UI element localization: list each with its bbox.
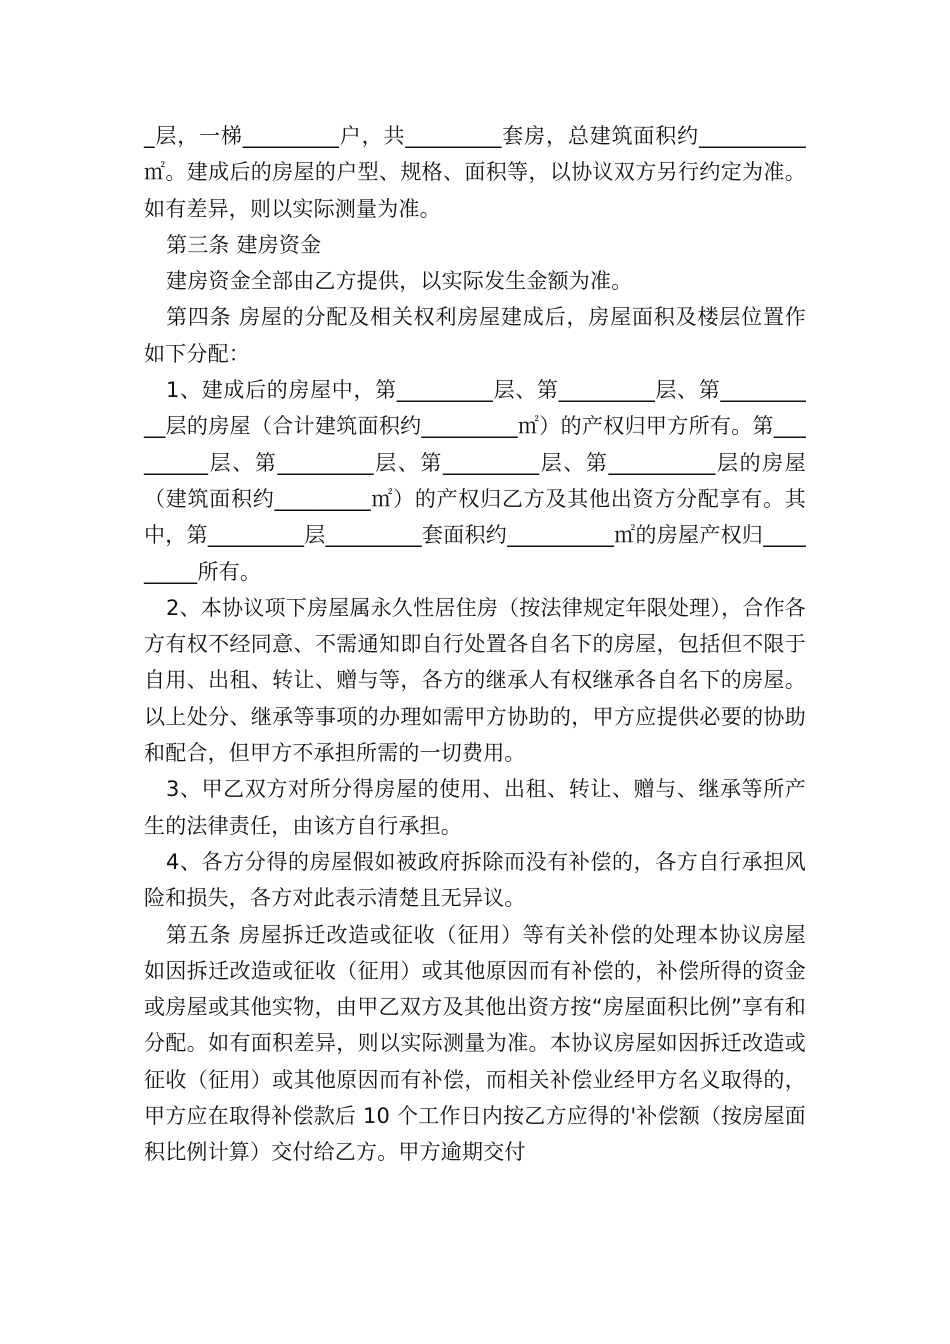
article-4-heading: 第四条 房屋的分配及相关权利房屋建成后，房屋面积及楼层位置作如下分配：: [144, 305, 806, 366]
paragraph-construction-funds: 建房资金全部由乙方提供，以实际发生金额为准。: [166, 269, 633, 294]
document-body: [144, 118, 806, 1171]
clause-4-1: 1、建成后的房屋中，第_________层、第_________层、第__________层的房屋（合计建筑面积约_________㎡）的产权归甲方所有。第_________层、第_________层、第_________层、第__________层的房屋（建筑面积约_________㎡）的产权归乙方及其他出资方分配享有。其中，第_________层_________套面积约__________㎡的房屋产权归_________所有。: [144, 378, 806, 584]
paragraph-unit-layout: _层，一梯_________户，共_________套房，总建筑面积约__________㎡。建成后的房屋的户型、规格、面积等，以协议双方另行约定为准。如有差异，则以实际测量为准。: [144, 124, 806, 221]
article-3-heading: 第三条 建房资金: [166, 232, 322, 257]
clause-4-2: 2、本协议项下房屋属永久性居住房（按法律规定年限处理），合作各方有权不经同意、不需通知即自行处置各自名下的房屋，包括但不限于自用、出租、转让、赠与等，各方的继承人有权继承各自名下的房屋。以上处分、继承等事项的办理如需甲方协助的，甲方应提供必要的协助和配合，但甲方不承担所需的一切费用。: [144, 595, 806, 766]
clause-4-4: 4、各方分得的房屋假如被政府拆除而没有补偿的，各方自行承担风险和损失，各方对此表示清楚且无异议。: [144, 849, 806, 911]
article-5-paragraph: 第五条 房屋拆迁改造或征收（征用）等有关补偿的处理本协议房屋如因拆迁改造或征收（征用）或其他原因而有补偿的，补偿所得的资金或房屋或其他实物，由甲乙双方及其他出资方按“房屋面积比例”享有和分配。如有面积差异，则以实际测量为准。本协议房屋如因拆迁改造或征收（征用）或其他原因而有补偿，而相关补偿业经甲方名义取得的，甲方应在取得补偿款后 10 个工作日内按乙方应得的'补偿额（按房屋面积比例计算）交付给乙方。甲方逾期交付: [144, 922, 806, 1165]
clause-4-3: 3、甲乙双方对所分得房屋的使用、出租、转让、赠与、继承等所产生的法律责任，由该方自行承担。: [144, 777, 806, 838]
